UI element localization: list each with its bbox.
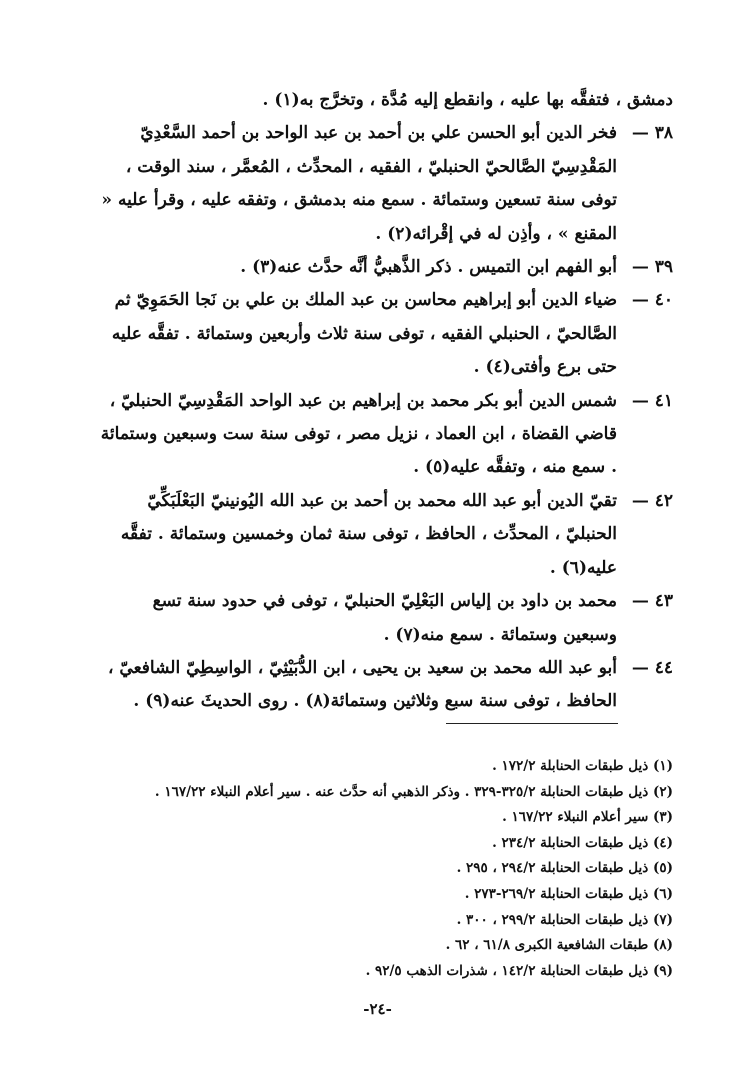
main-text bbox=[98, 84, 673, 719]
footnote: (٤) ذيل طبقات الحنابلة ٢٣٤/٢ . bbox=[492, 834, 673, 851]
entry-text: أبو الفهم ابن التميس . ذكر الذَّهبيُّ أنَّه حدَّث عنه(٣) . bbox=[240, 257, 617, 278]
entry-text: فخر الدين أبو الحسن علي بن أحمد بن عبد الواحد بن أحمد السَّعْدِيّ المَقْدِسِيّ الصَّالحيّ الحنبليّ ، الفقيه ، المحدِّث ، المُعمَّر ، سند الوقت ، توفى سنة تسعين وستمائة . سمع منه بدمشق ، وتفقه عليه ، وقرأ عليه « المقنع » ، وأذِن له في إقْرائه(٢) . bbox=[101, 123, 617, 244]
entry-number: ٣٨ — bbox=[631, 123, 673, 144]
page-number: -٢٤- bbox=[363, 1000, 392, 1018]
footnote: (٨) طبقات الشافعية الكبرى ٦١/٨ ، ٦٢ . bbox=[445, 937, 673, 954]
entry-text: شمس الدين أبو بكر محمد بن إبراهيم بن عبد الواحد المَقْدِسِيّ الحنبليّ ، قاضي القضاة ، ابن العماد ، نزيل مصر ، توفى سنة ست وسبعين وستمائة . سمع منه ، وتفقَّه عليه(٥) . bbox=[100, 390, 617, 478]
entry-number: ٤٢ — bbox=[631, 490, 673, 511]
footnote-divider bbox=[446, 723, 618, 724]
footnote: (١) ذيل طبقات الحنابلة ١٧٢/٢ . bbox=[492, 758, 673, 774]
entry-number: ٤٤ — bbox=[631, 657, 673, 678]
entry-38 bbox=[98, 117, 673, 251]
footnote: (٥) ذيل طبقات الحنابلة ٢٩٤/٢ ، ٢٩٥ . bbox=[456, 860, 673, 877]
entry-40 bbox=[98, 284, 673, 384]
entry-43 bbox=[98, 585, 673, 652]
entry-number: ٤١ — bbox=[631, 390, 673, 411]
footnote: (٣) سير أعلام النبلاء ١٦٧/٢٢ . bbox=[502, 809, 673, 826]
entry-39 bbox=[98, 251, 673, 284]
entry-number: ٤٠ — bbox=[631, 290, 673, 311]
entry-text: محمد بن داود بن إلياس البَعْلِيّ الحنبليّ ، توفى في حدود سنة تسع وسبعين وستمائة . سمع منه(٧) . bbox=[152, 591, 617, 645]
footnote: (٧) ذيل طبقات الحنابلة ٢٩٩/٢ ، ٣٠٠ . bbox=[456, 911, 673, 928]
footnote: (٢) ذيل طبقات الحنابلة ٣٢٥/٢-٣٢٩ . وذكر الذهبي أنه حدَّث عنه . سير أعلام النبلاء ١٦٧/٢٢ . bbox=[154, 783, 673, 800]
entry-41 bbox=[98, 385, 673, 485]
entry-44 bbox=[98, 652, 673, 719]
entry-42 bbox=[98, 485, 673, 585]
entry-number: ٣٩ — bbox=[631, 257, 673, 278]
entry-text: تقيّ الدين أبو عبد الله محمد بن أحمد بن عبد الله اليُونينيّ البَعْلَبَكِّيّ الحنبليّ ، المحدِّث ، الحافظ ، توفى سنة ثمان وخمسين وستمائة . تفقَّه عليه(٦) . bbox=[120, 490, 617, 578]
continuation-paragraph: دمشق ، فتفقَّه بها عليه ، وانقطع إليه مُدَّة ، وتخرَّج به(١) . bbox=[262, 90, 673, 110]
footnote: (٩) ذيل طبقات الحنابلة ١٤٢/٢ ، شذرات الذهب ٩٢/٥ . bbox=[365, 962, 673, 979]
footnotes bbox=[95, 754, 673, 984]
footnote: (٦) ذيل طبقات الحنابلة ٢٦٩/٢-٢٧٣ . bbox=[464, 885, 673, 902]
entry-number: ٤٣ — bbox=[631, 591, 673, 612]
entry-text: ضياء الدين أبو إبراهيم محاسن بن عبد الملك بن علي بن نَجا الحَمَوِيّ ثم الصَّالحيّ ، الحنبلي الفقيه ، توفى سنة ثلاث وأربعين وستمائة . تفقَّه عليه حتى برع وأفتى(٤) . bbox=[111, 290, 617, 378]
entry-text: أبو عبد الله محمد بن سعيد بن يحيى ، ابن الدُّبَيْثِيّ ، الواسِطِيّ الشافعيّ ، الحافظ ، توفى سنة سبع وثلاثين وستمائة(٨) . روى الحديثَ عنه(٩) . bbox=[108, 657, 617, 712]
